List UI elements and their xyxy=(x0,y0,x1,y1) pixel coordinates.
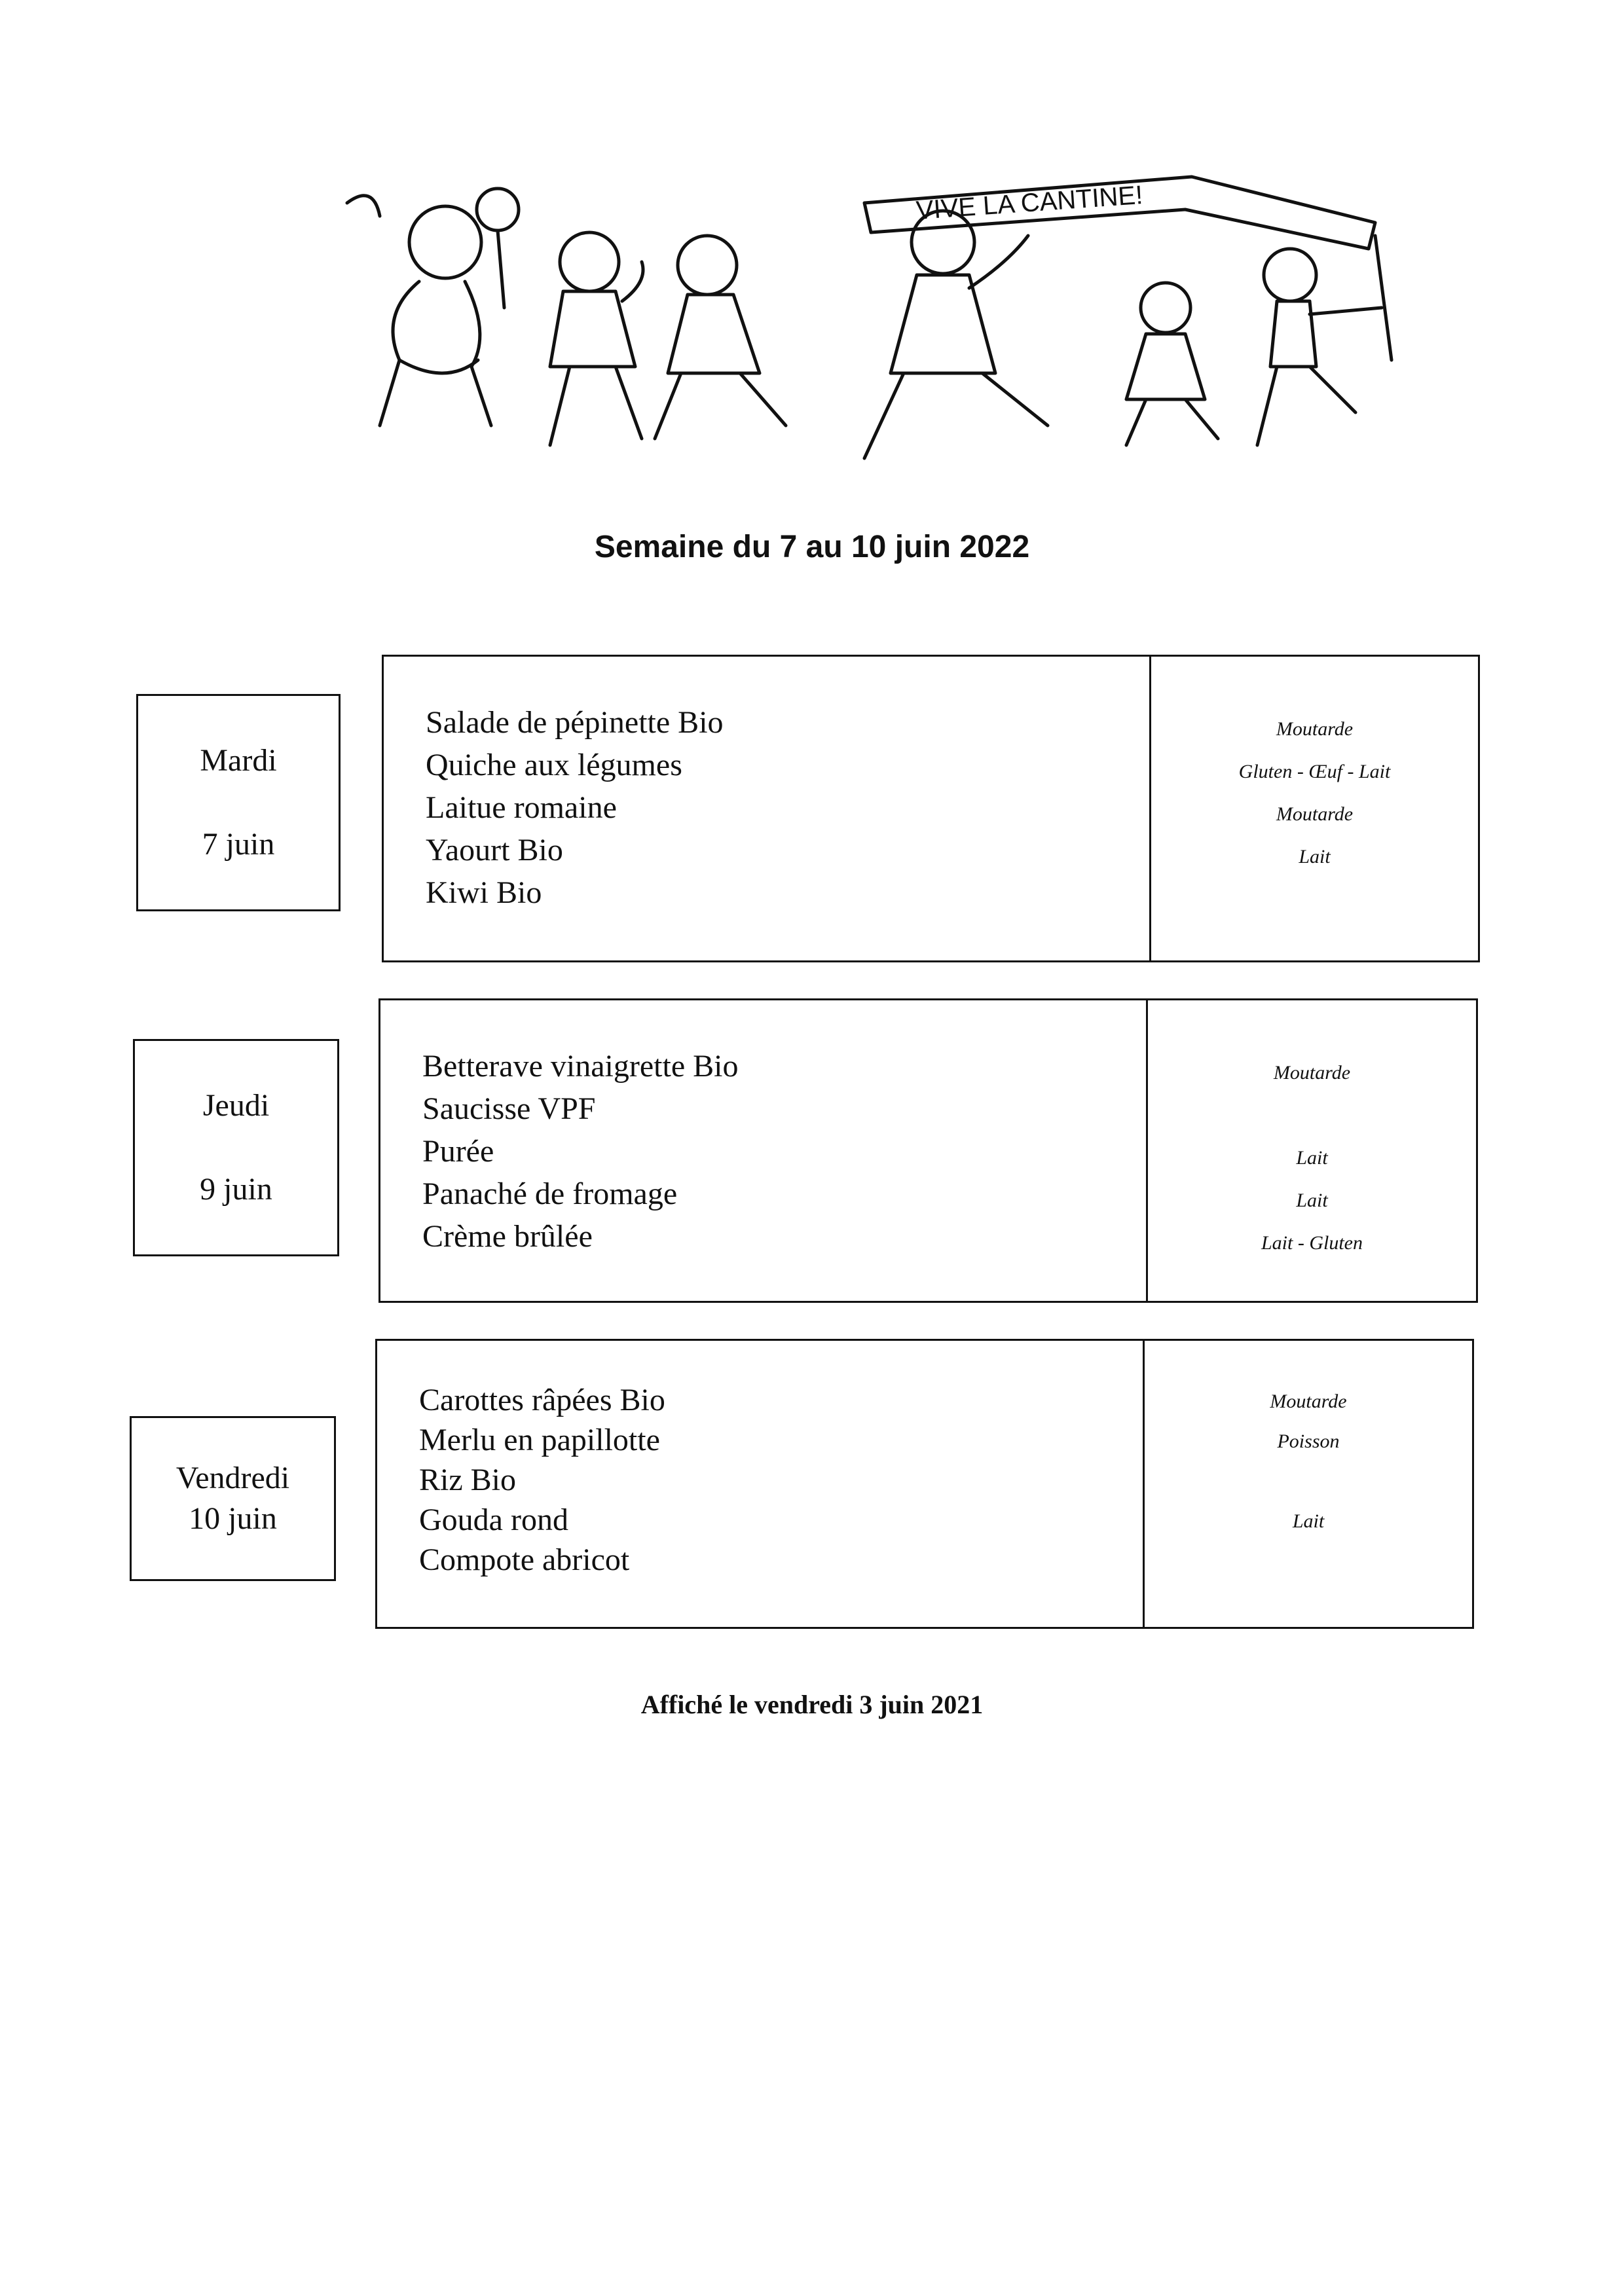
dish-item: Purée xyxy=(422,1134,494,1169)
page-title: Semaine du 7 au 10 juin 2022 xyxy=(594,530,1030,564)
day-date: 7 juin xyxy=(202,827,275,862)
allergen-item xyxy=(1145,1461,1472,1501)
allergen-item xyxy=(1151,878,1478,920)
allergen-item: Lait xyxy=(1292,1510,1325,1532)
dish-list xyxy=(377,1341,1145,1627)
dish-list xyxy=(384,657,1151,960)
dish-item: Carottes râpées Bio xyxy=(419,1383,665,1417)
menu-box-vendredi xyxy=(375,1339,1474,1629)
allergen-item: Gluten - Œuf - Lait xyxy=(1238,761,1391,782)
menu-box-mardi xyxy=(382,655,1480,962)
allergen-list xyxy=(1151,657,1478,960)
allergen-item: Poisson xyxy=(1277,1430,1340,1452)
allergen-item: Moutarde xyxy=(1270,1391,1347,1412)
allergen-list xyxy=(1145,1341,1472,1627)
day-name: Mardi xyxy=(200,742,277,778)
day-date: 10 juin xyxy=(189,1501,277,1536)
dish-item: Quiche aux légumes xyxy=(426,748,682,782)
day-name: Vendredi xyxy=(175,1460,290,1495)
cantine-illustration xyxy=(183,151,1414,491)
dish-item: Gouda rond xyxy=(419,1503,568,1537)
allergen-item: Moutarde xyxy=(1273,1062,1351,1084)
dish-item: Crème brûlée xyxy=(422,1219,593,1254)
day-name: Jeudi xyxy=(202,1087,270,1123)
dish-item: Betterave vinaigrette Bio xyxy=(422,1049,739,1084)
allergen-list xyxy=(1148,1000,1476,1301)
day-box-jeudi xyxy=(133,1039,339,1256)
allergen-item xyxy=(1145,1541,1472,1581)
dish-item: Compote abricot xyxy=(419,1542,630,1577)
allergen-item: Lait xyxy=(1296,1190,1328,1211)
allergen-item: Lait xyxy=(1299,846,1331,867)
dish-item: Salade de pépinette Bio xyxy=(426,705,724,740)
dish-item: Laitue romaine xyxy=(426,790,617,825)
dish-item: Panaché de fromage xyxy=(422,1176,678,1211)
dish-item: Merlu en papillotte xyxy=(419,1423,660,1457)
allergen-item: Moutarde xyxy=(1276,803,1354,825)
allergen-item: Lait xyxy=(1296,1147,1328,1169)
dish-item: Riz Bio xyxy=(419,1463,517,1497)
dish-list xyxy=(380,1000,1148,1301)
allergen-item: Lait - Gluten xyxy=(1261,1232,1363,1254)
day-box-vendredi xyxy=(130,1416,336,1581)
banner-text: VIVE LA CANTINE! xyxy=(915,180,1144,225)
allergen-item: Moutarde xyxy=(1276,718,1354,740)
day-box-mardi xyxy=(136,694,341,911)
dish-item: Saucisse VPF xyxy=(422,1091,596,1126)
dish-item: Kiwi Bio xyxy=(426,875,542,910)
day-date: 9 juin xyxy=(200,1172,272,1207)
allergen-item xyxy=(1148,1094,1476,1137)
posted-date: Affiché le vendredi 3 juin 2021 xyxy=(640,1690,984,1719)
dish-item: Yaourt Bio xyxy=(426,833,563,867)
menu-box-jeudi xyxy=(378,998,1478,1303)
